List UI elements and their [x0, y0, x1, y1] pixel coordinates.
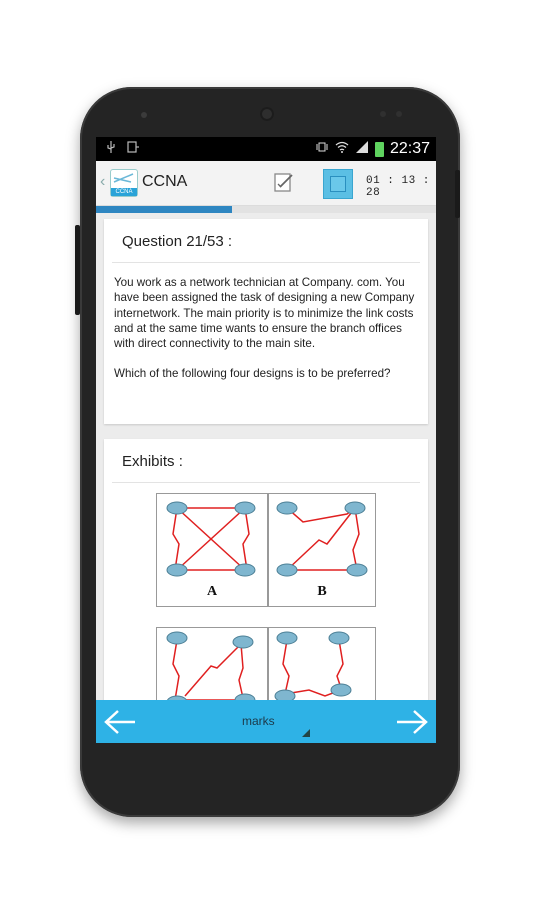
signal-icon	[355, 140, 369, 158]
volume-button	[455, 170, 460, 218]
network-diagram-d[interactable]	[268, 627, 376, 708]
usb-icon	[104, 140, 118, 157]
divider	[112, 482, 420, 483]
front-camera	[260, 107, 274, 121]
status-bar	[96, 137, 436, 161]
light-sensor	[396, 111, 402, 117]
wifi-icon	[335, 140, 349, 158]
vibrate-icon	[315, 140, 329, 158]
quiz-timer: 01 : 13 : 28	[366, 175, 430, 199]
back-chevron-icon[interactable]: ‹	[100, 173, 106, 190]
progress-fill	[96, 206, 232, 213]
network-diagram-c[interactable]	[156, 627, 268, 708]
screenshot-icon	[126, 140, 140, 157]
question-paragraph: You work as a network technician at Company. com. You have been assigned the task of designing a new Company internetwork. The main priority is to minimize the link costs and at the same time wants to ensure the branch offices with direct connectivity to the main site.	[114, 276, 415, 351]
quiz-progress-bar	[96, 206, 436, 213]
question-body	[114, 275, 418, 397]
power-button	[75, 225, 80, 315]
app-title: CCNA	[142, 173, 188, 190]
app-logo[interactable]	[110, 169, 138, 197]
exhibits-card	[104, 439, 428, 743]
square-icon	[330, 176, 346, 192]
diagram-label: B	[317, 584, 327, 599]
network-diagram-a[interactable]	[156, 493, 268, 607]
question-heading: Question 21/53 :	[122, 233, 233, 250]
action-bar	[96, 161, 436, 206]
mark-button[interactable]	[323, 169, 353, 199]
divider	[112, 262, 420, 263]
previous-arrow-icon[interactable]	[102, 708, 138, 736]
status-clock: 22:37	[389, 140, 430, 157]
next-arrow-icon[interactable]	[394, 708, 430, 736]
diagram-label: A	[206, 584, 218, 599]
question-card	[104, 219, 428, 424]
app-logo-label: CCNA	[111, 188, 137, 196]
screen	[96, 137, 436, 743]
question-prompt: Which of the following four designs is to be preferred?	[114, 367, 391, 381]
bottom-navigation-bar	[96, 700, 436, 743]
network-diagram-b[interactable]	[268, 493, 376, 607]
edit-note-icon[interactable]	[272, 171, 296, 195]
network-logo-icon	[111, 170, 137, 188]
dropdown-corner-icon	[302, 729, 310, 737]
earpiece-speaker	[141, 112, 147, 118]
marks-button[interactable]: marks	[242, 714, 275, 728]
proximity-sensor	[380, 111, 386, 117]
battery-icon	[375, 142, 384, 157]
exhibits-heading: Exhibits :	[122, 453, 183, 470]
